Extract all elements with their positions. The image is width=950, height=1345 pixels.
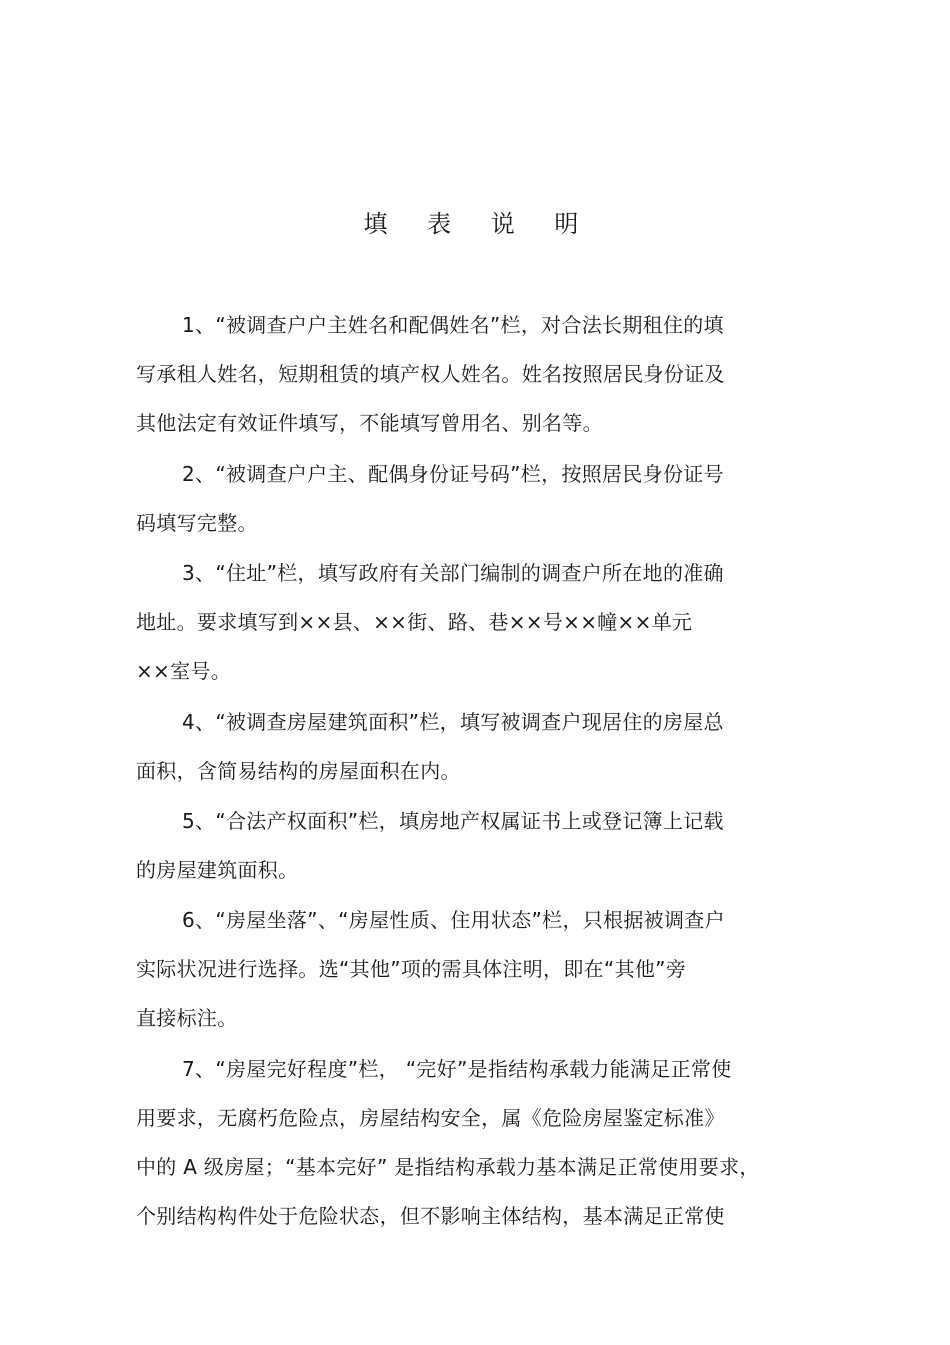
paragraph-line: 直接标注。 [136, 1006, 238, 1030]
paragraph-line: 4、“被调查房屋建筑面积”栏，填写被调查户现居住的房屋总 [182, 710, 724, 734]
paragraph-line: 实际状况进行选择。选“其他”项的需具体注明，即在“其他”旁 [136, 957, 687, 981]
paragraph-line: 码填写完整。 [136, 511, 258, 535]
paragraph-line: 3、“住址”栏，填写政府有关部门编制的调查户所在地的准确 [182, 561, 724, 585]
paragraph-line: 2、“被调查户户主、配偶身份证号码”栏，按照居民身份证号 [182, 462, 724, 486]
paragraph-line: 6、“房屋坐落”、“房屋性质、住用状态”栏，只根据被调查户 [182, 908, 725, 932]
paragraph-line: 用要求，无腐朽危险点，房屋结构安全，属《危险房屋鉴定标准》 [136, 1106, 725, 1130]
paragraph-line: 中的 A 级房屋；“基本完好” 是指结构承载力基本满足正常使用要求， [136, 1155, 760, 1179]
paragraph-line: 1、“被调查户户主姓名和配偶姓名”栏，对合法长期租住的填 [182, 313, 724, 337]
paragraph-line: 5、“合法产权面积”栏，填房地产权属证书上或登记簿上记载 [182, 809, 724, 833]
paragraph-line: 的房屋建筑面积。 [136, 858, 299, 882]
paragraph-line: 写承租人姓名，短期租赁的填产权人姓名。姓名按照居民身份证及 [136, 362, 725, 386]
paragraph-line: 其他法定有效证件填写，不能填写曾用名、别名等。 [136, 411, 603, 435]
page-title: 填 表 说 明 [363, 210, 595, 238]
paragraph-line: 7、“房屋完好程度”栏， “完好”是指结构承载力能满足正常使 [182, 1057, 732, 1081]
paragraph-line: 面积，含简易结构的房屋面积在内。 [136, 759, 461, 783]
paragraph-line: 个别结构构件处于危险状态，但不影响主体结构，基本满足正常使 [136, 1204, 725, 1228]
paragraph-line: ××室号。 [136, 659, 232, 683]
paragraph-line: 地址。要求填写到××县、××街、路、巷××号××幢××单元 [136, 610, 693, 634]
